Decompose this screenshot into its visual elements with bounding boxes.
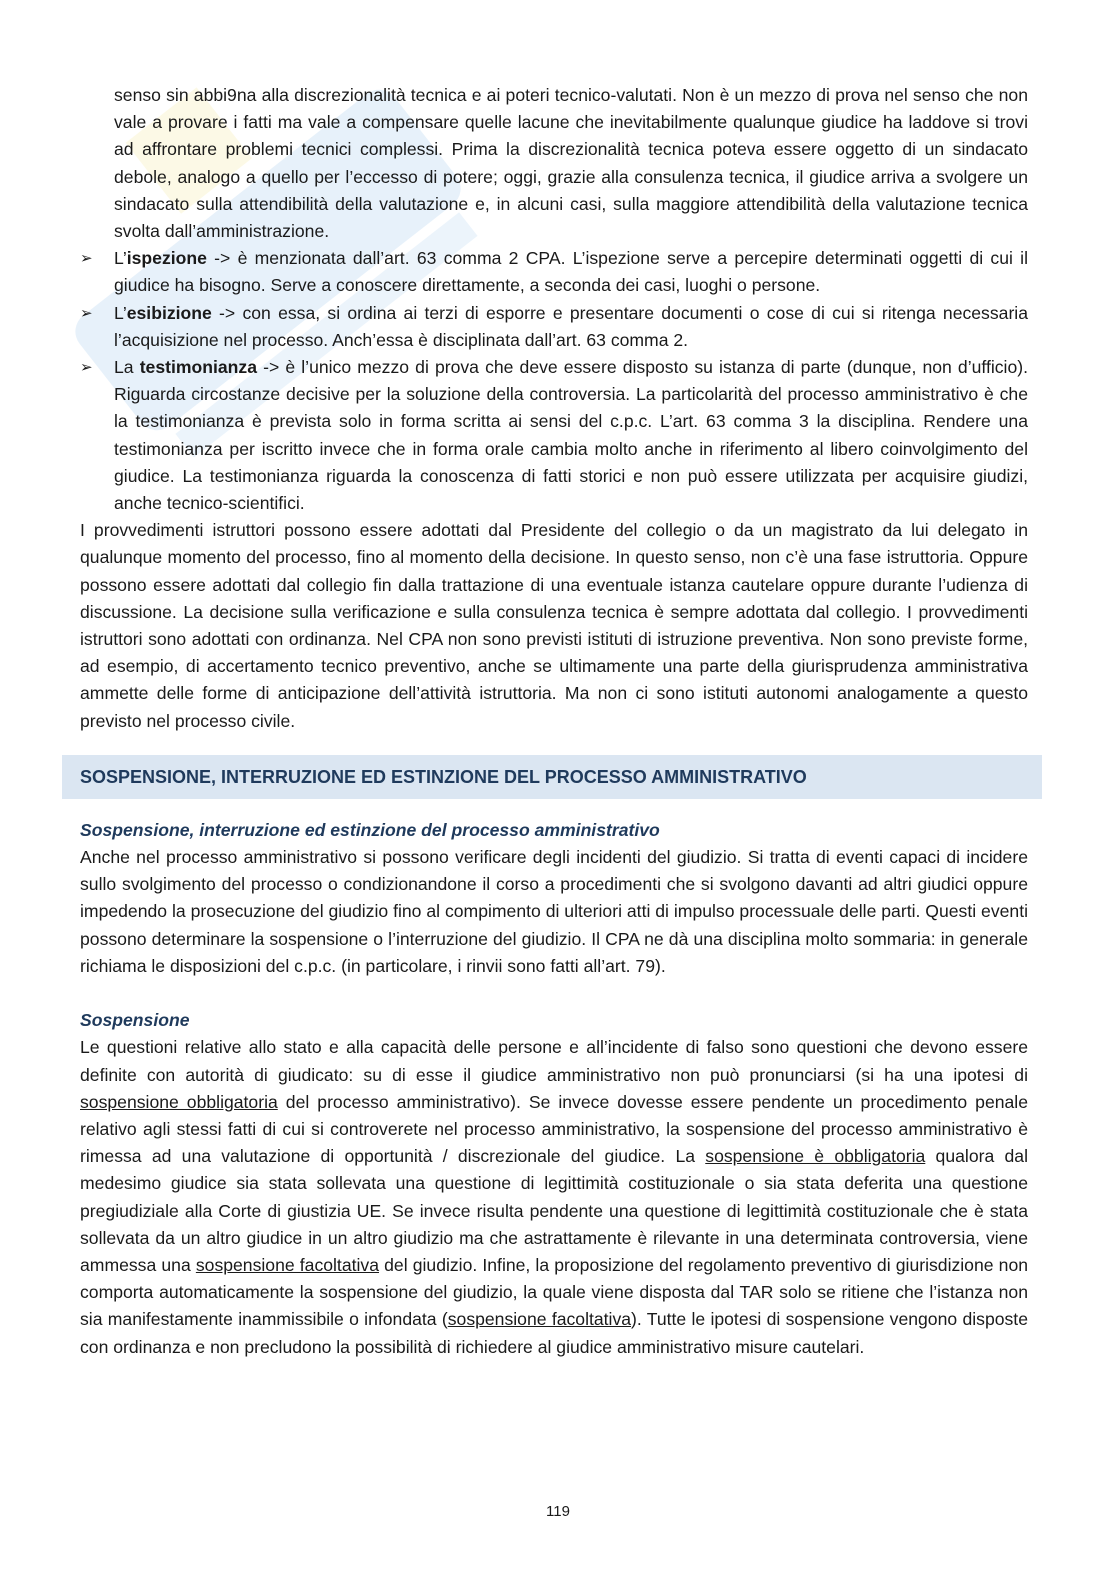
bullet-term: ispezione	[126, 248, 207, 269]
arrow-bullet-icon: ➢	[80, 304, 93, 322]
bullet-term: esibizione	[126, 302, 212, 323]
subheading-sospensione-interruzione: Sospensione, interruzione ed estinzione del processo amministrativo	[80, 819, 660, 840]
bullet-text: -> è l’unico mezzo di prova che deve essere disposto su istanza di parte (dunque, non d’ufficio). Riguarda circostanze decisive per la soluzione della controversia. La particolarità del processo amministrativo è che la testimonianza è prevista solo in forma scritta ai sensi del c.p.c. L’art. 63 comma 3 la disciplina. Rendere una testimonianza per iscritto invece che in forma orale cambia molto anche in riferimento al libero coinvolgimento del giudice. La testimonianza riguarda la conoscenza di fatti storici e non può essere utilizzata per acquisire giudizi, anche tecnico-scientifici.	[114, 357, 1028, 514]
bullet-esibizione	[80, 300, 1028, 354]
bullet-testimonianza	[80, 354, 1028, 517]
sospensione-paragraph: Le questioni relative allo stato e alla capacità delle persone e all’incidente di falso sono questioni che devono essere definite con autorità di giudicato: su di esse il giudice amministrativo non può pronunciarsi (si ha una ipotesi di sospensione obbligatoria del processo amministrativo). Se invece dovesse essere pendente un procedimento penale relativo agli stessi fatti di cui si controverete nel processo amministrativo, la sospensione del processo amministrativo è rimessa ad una valutazione di opportunità / discrezionale del giudice. La sospensione è obbligatoria qualora dal medesimo giudice sia stata sollevata una questione di legittimità costituzionale o sia stata deferita una questione pregiudiziale alla Corte di giustizia UE. Se invece risulta pendente una questione di legittimità costituzionale che è stata sollevata da un altro giudice in un altro giudizio ma che astrattamente è rilevante in una determinata controversia, viene ammessa una sospensione facoltativa del giudizio. Infine, la proposizione del regolamento preventivo di giurisdizione non comporta automaticamente la sospensione del giudizio, la quale viene disposta dal TAR solo se ritiene che l’istanza non sia manifestamente inammissibile o infondata (sospensione facoltativa). Tutte le ipotesi di sospensione vengono disposte con ordinanza e non precludono la possibilità di richiedere al giudice amministrativo misure cautelari.	[80, 1037, 1029, 1357]
section-heading: SOSPENSIONE, INTERRUZIONE ED ESTINZIONE DEL PROCESSO AMMINISTRATIVO	[62, 755, 1042, 799]
subheading-sospensione: Sospensione	[80, 1010, 190, 1031]
bullet-lead: L’	[114, 248, 127, 269]
arrow-bullet-icon: ➢	[80, 250, 93, 268]
incidenti-paragraph: Anche nel processo amministrativo si possono verificare degli incidenti del giudizio. Si tratta di eventi capaci di incidere sullo svolgimento del processo o condizionandone il corso a procedimenti che si svolgono davanti ad altri giudici oppure impedendo la prosecuzione del giudizio fino al compimento di ulteriori atti di impulso processuale delle parti. Questi eventi possono determinare la sospensione o l’interruzione del giudizio. Il CPA ne dà una disciplina molto sommaria: in generale richiama le disposizioni del c.p.c. (in particolare, i rinvii sono fatti all’art. 79).	[80, 847, 1028, 976]
underlined-term: sospensione facoltativa	[447, 1309, 632, 1330]
page-number: 119	[546, 1503, 570, 1520]
bullet-text: -> è menzionata dall’art. 63 comma 2 CPA. L’ispezione serve a percepire determinati oggetti di cui il giudice ha bisogno. Serve a conoscere direttamente, a seconda dei casi, luoghi o persone.	[114, 248, 1028, 296]
provvedimenti-paragraph: I provvedimenti istruttori possono essere adottati dal Presidente del collegio o da un magistrato da lui delegato in qualunque momento del processo, fino al momento della decisione. In questo senso, non c’è una fase istruttoria. Oppure possono essere adottati dal collegio fin dalla trattazione di una eventuale istanza cautelare oppure durante l’udienza di discussione. La decisione sulla verificazione e sulla consulenza tecnica è sempre adottata dal collegio. I provvedimenti istruttori sono adottati con ordinanza. Nel CPA non sono previsti istituti di istruzione preventiva. Non sono previste forme, ad esempio, di accertamento tecnico preventivo, anche se ultimamente una parte della giurisprudenza amministrativa ammette delle forme di anticipazione dell’attività istruttoria. Ma non ci sono istituti autonomi analogamente a questo previsto nel processo civile.	[80, 520, 1028, 731]
underlined-term: sospensione è obbligatoria	[705, 1146, 926, 1167]
bullet-term: testimonianza	[139, 357, 258, 378]
underlined-term: sospensione facoltativa	[195, 1254, 379, 1275]
page-content	[80, 82, 1028, 1361]
bullet-ispezione	[80, 245, 1028, 299]
bullet-text: -> con essa, si ordina ai terzi di esporre e presentare documenti o cose di cui si ritenga necessaria l’acquisizione nel processo. Anch’essa è disciplinata dall’art. 63 comma 2.	[114, 302, 1028, 350]
bullet-lead: La	[114, 357, 140, 378]
intro-paragraph: senso sin abbi9na alla discrezionalità tecnica e ai poteri tecnico-valutati. Non è un mezzo di prova nel senso che non vale a provare i fatti ma vale a compensare quelle lacune che inevitabilmente qualunque giudice ha laddove si trovi ad affrontare problemi tecnici complessi. Prima la discrezionalità tecnica poteva essere oggetto di un sindacato debole, analogo a quello per l’eccesso di potere; oggi, grazie alla consulenza tecnica, il giudice arriva a svolgere un sindacato sulla attendibilità della valutazione e, in alcuni casi, sulla maggiore attendibilità della valutazione tecnica svolta dall’amministrazione.	[114, 85, 1028, 242]
arrow-bullet-icon: ➢	[80, 359, 93, 377]
bullet-lead: L’	[114, 302, 127, 323]
underlined-term: sospensione obbligatoria	[80, 1091, 278, 1112]
